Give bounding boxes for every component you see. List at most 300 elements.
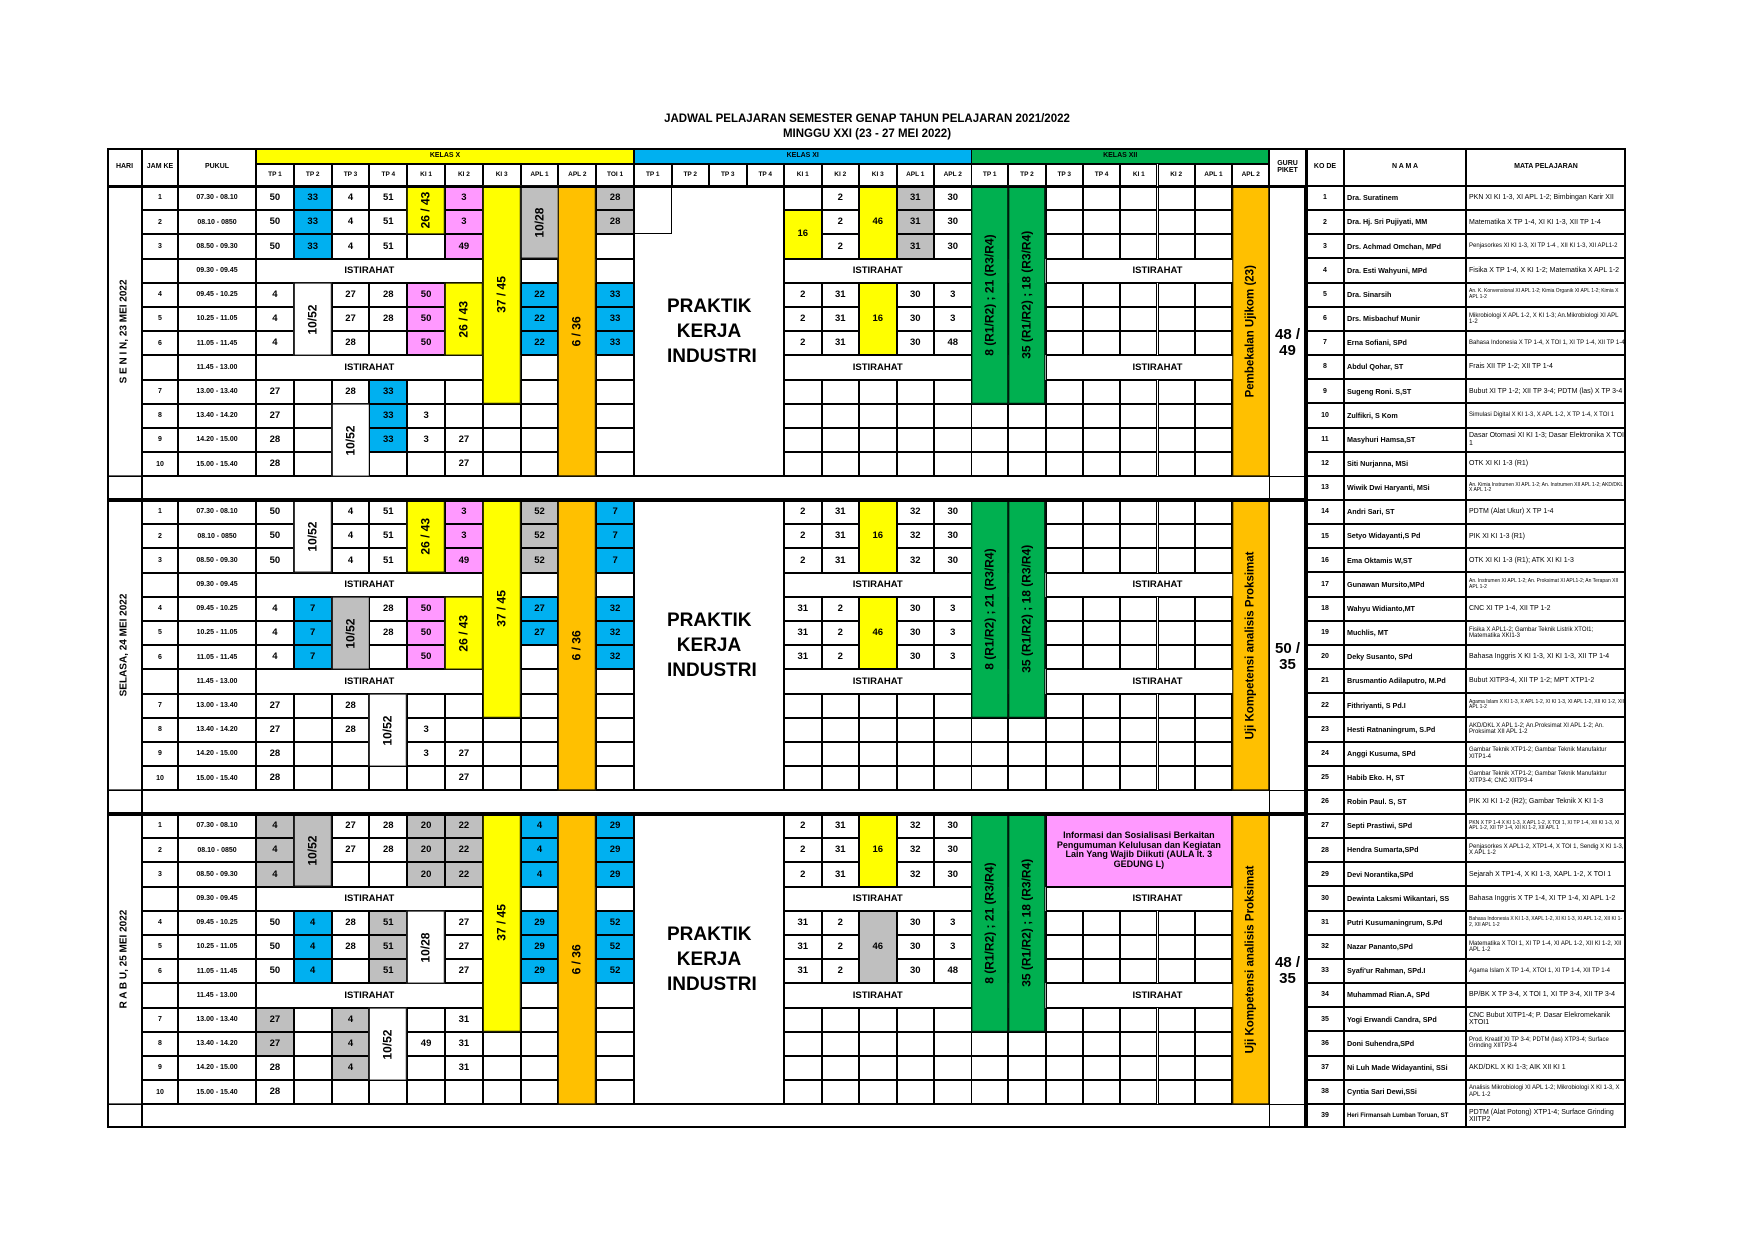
teacher-code: 15 [1306,524,1344,548]
teacher-name: Robin Paul. S, ST [1344,790,1466,814]
teacher-name: Septi Prastiwi, SPd [1344,814,1466,838]
praktik-kerja-industri [634,814,784,1104]
empty-slot [1195,935,1232,959]
empty-slot [1046,911,1083,935]
teacher-subject: Penjasorkes XI KI 1-3, XI TP 1-4 , XII KI 1-3, XII APL1-2 [1466,234,1626,258]
empty-slot [897,1008,935,1032]
schedule-slot: 16 [859,814,897,887]
teacher-name: Siti Nurjanna, MSi [1344,452,1466,476]
teacher-code: 31 [1306,911,1344,935]
col-header-x: TP 1 [256,164,294,186]
schedule-slot: 2 [822,959,860,983]
teacher-code: 37 [1306,1056,1344,1080]
schedule-slot [445,404,483,428]
col-header-xii: KI 1 [1120,164,1157,186]
pukul: 13.40 - 14.20 [178,1032,256,1056]
schedule-slot: 4 [256,331,294,355]
schedule-slot: 28 [596,186,634,210]
schedule-slot: 4 [521,814,559,838]
pukul: 11.05 - 11.45 [178,331,256,355]
pukul: 15.00 - 15.40 [178,452,256,476]
teacher-name: Habib Eko. H, ST [1344,766,1466,790]
schedule-slot [483,452,521,476]
jam-ke: 10 [142,766,178,790]
title-block [557,112,1177,142]
istirahat-xi: ISTIRAHAT [784,573,972,597]
empty-slot [1158,1056,1195,1080]
schedule-slot: 32 [897,500,935,524]
schedule-slot: 28 [256,742,294,766]
empty-slot [1083,959,1120,983]
schedule-slot: 31 [822,524,860,548]
teacher-code: 20 [1306,645,1344,669]
teacher-code: 12 [1306,452,1344,476]
teacher-name: Deky Susanto, SPd [1344,645,1466,669]
istirahat-xi: ISTIRAHAT [784,887,972,911]
teacher-subject: Gambar Teknik XTP1-2; Gambar Teknik Manufaktur XITP3-4; CNC XIITP3-4 [1466,766,1626,790]
schedule-slot [483,428,521,452]
schedule-slot: 51 [369,959,407,983]
empty-slot [1158,935,1195,959]
teacher-subject: Penjasorkes X APL1-2, XTP1-4, X TOI 1, Sendig X KI 1-3, X APL 1-2 [1466,838,1626,862]
schedule-slot [294,1008,332,1032]
schedule-slot: 52 [596,911,634,935]
col-header-x: APL 1 [521,164,559,186]
empty-slot [1046,959,1083,983]
jam-ke: 2 [142,210,178,234]
empty-slot [1008,742,1045,766]
pukul: 13.00 - 13.40 [178,694,256,718]
schedule-slot: 50 [407,283,445,307]
empty-slot [1008,428,1045,452]
teacher-code: 5 [1306,283,1344,307]
schedule-slot: 51 [369,500,407,524]
schedule-slot: 26 / 43 [407,500,445,573]
empty-slot [1083,548,1120,572]
schedule-slot [596,404,634,428]
empty-slot [897,742,935,766]
schedule-slot: 28 [596,210,634,234]
istirahat-xi: ISTIRAHAT [784,259,972,283]
empty-slot [1195,959,1232,983]
teacher-code: 25 [1306,766,1344,790]
schedule-slot [294,694,332,718]
empty-slot [859,1032,897,1056]
empty-slot [784,452,822,476]
istirahat-x [596,355,634,379]
pukul: 10.25 - 11.05 [178,307,256,331]
pukul: 07.30 - 08.10 [178,500,256,524]
schedule-slot: 29 [596,838,634,862]
empty-slot [1158,210,1195,234]
empty-slot [1195,524,1232,548]
schedule-slot [445,718,483,742]
schedule-slot: 2 [822,935,860,959]
teacher-name: Heri Firmansah Lumban Toruan, ST [1344,1104,1466,1128]
empty-slot [1158,186,1195,210]
schedule-slot [445,380,483,404]
schedule-slot [407,1008,445,1032]
schedule-slot: 51 [369,524,407,548]
teacher-subject: PKN XI KI 1-3, XI APL 1-2; Bimbingan Karir XII [1466,186,1626,210]
pukul: 07.30 - 08.10 [178,814,256,838]
jam-ke: 6 [142,645,178,669]
schedule-slot: 7 [294,645,332,669]
schedule-slot: 22 [445,838,483,862]
schedule-slot: 28 [332,331,370,355]
schedule-slot: 16 [859,500,897,573]
schedule-slot: 37 / 45 [483,500,521,718]
schedule-slot: 33 [369,380,407,404]
pukul: 08.10 - 0850 [178,524,256,548]
schedule-slot: 32 [897,814,935,838]
schedule-slot: 33 [369,404,407,428]
schedule-slot [596,718,634,742]
day-footer-row [142,1104,1306,1128]
schedule-slot: 20 [407,838,445,862]
jam-ke: 3 [142,234,178,258]
schedule-slot [483,1080,521,1104]
pukul: 14.20 - 15.00 [178,742,256,766]
col-header-xi: KI 1 [784,164,822,186]
empty-slot [1158,645,1195,669]
guru-piket: 48 / 49 [1269,186,1306,500]
schedule-slot: 28 [256,452,294,476]
empty-slot [822,1056,860,1080]
empty-slot [1120,234,1157,258]
teacher-code: 18 [1306,597,1344,621]
empty-slot [1083,452,1120,476]
empty-slot [971,452,1008,476]
empty-slot [822,1032,860,1056]
schedule-slot: 50 [256,186,294,210]
jam-ke: 6 [142,331,178,355]
col-header-x: KI 2 [445,164,483,186]
schedule-slot: 22 [521,307,559,331]
teacher-name: Erna Sofiani, SPd [1344,331,1466,355]
empty-slot [1046,500,1083,524]
schedule-slot [369,645,407,669]
schedule-slot [294,1056,332,1080]
schedule-slot: 2 [822,645,860,669]
teacher-name: Ni Luh Made Widayantini, SSi [1344,1056,1466,1080]
schedule-slot [483,742,521,766]
pukul: 09.45 - 10.25 [178,597,256,621]
schedule-slot: 52 [521,500,559,524]
schedule-slot: 33 [596,283,634,307]
schedule-slot [521,1056,559,1080]
schedule-slot: 3 [407,742,445,766]
empty-slot [1120,742,1157,766]
schedule-slot: 32 [897,524,935,548]
empty-slot [1158,404,1195,428]
teacher-subject: Matematika X TP 1-4, XI KI 1-3, XII TP 1-4 [1466,210,1626,234]
col-header-x: TP 4 [369,164,407,186]
empty-slot [1083,428,1120,452]
istirahat-x [596,983,634,1007]
pukul: 13.40 - 14.20 [178,404,256,428]
istirahat-xii: ISTIRAHAT [1046,887,1270,911]
schedule-slot: 31 [822,548,860,572]
empty-slot [1046,597,1083,621]
col-header-xii: APL 1 [1195,164,1232,186]
schedule-slot [521,766,559,790]
schedule-slot: 27 [445,911,483,935]
teacher-name: Hesti Ratnaningrum, S.Pd [1344,717,1466,741]
pukul: 11.05 - 11.45 [178,959,256,983]
empty-slot [1046,307,1083,331]
empty-slot [971,766,1008,790]
schedule-slot: 3 [934,621,972,645]
empty-slot [1046,1056,1083,1080]
teacher-code: 39 [1306,1104,1344,1128]
empty-slot [822,742,860,766]
empty-slot [1046,694,1083,718]
schedule-slot: 4 [294,935,332,959]
schedule-slot: 48 [934,331,972,355]
empty-slot [934,742,972,766]
empty-slot [1195,234,1232,258]
teacher-name: Putri Kusumaningrum, S.Pd [1344,911,1466,935]
teacher-name: Brusmantio Adilaputro, M.Pd [1344,669,1466,693]
schedule-slot: 22 [445,862,483,886]
schedule-slot: 22 [521,283,559,307]
pukul: 11.45 - 13.00 [178,983,256,1007]
istirahat-xii: ISTIRAHAT [1046,355,1270,379]
schedule-slot: 32 [897,862,935,886]
schedule-slot [294,404,332,428]
empty-slot [1158,959,1195,983]
empty-slot [1120,935,1157,959]
teacher-subject: Gambar Teknik XTP1-2; Gambar Teknik Manufaktur XITP1-4 [1466,742,1626,766]
istirahat-x [521,887,559,911]
jam-ke [142,983,178,1007]
schedule-slot [483,1032,521,1056]
empty-slot [1046,524,1083,548]
schedule-slot: 4 [294,911,332,935]
schedule-slot: 49 [445,548,483,572]
teacher-name: Masyhuri Hamsa,ST [1344,428,1466,452]
schedule-slot: 27 [445,742,483,766]
jam-ke: 4 [142,911,178,935]
empty-slot [1158,911,1195,935]
header-guru-piket: GURU PIKET [1269,148,1306,186]
teacher-subject: An. K. Konvensional XI APL 1-2; Kimia Organik XI APL 1-2; Kimia X APL 1-2 [1466,283,1626,307]
schedule-slot: 4 [294,959,332,983]
empty-slot [1083,597,1120,621]
schedule-slot [294,1080,332,1104]
schedule-slot: 29 [596,862,634,886]
empty-slot [1195,742,1232,766]
empty-slot [934,1008,972,1032]
empty-slot [1083,331,1120,355]
pukul: 09.30 - 09.45 [178,887,256,911]
teacher-subject: CNC XI TP 1-4, XII TP 1-2 [1466,597,1626,621]
schedule-slot [407,1080,445,1104]
empty-slot [1046,935,1083,959]
schedule-slot: 50 [407,307,445,331]
teacher-subject: Bahasa Inggris X KI 1-3, XI KI 1-3, XII TP 1-4 [1466,645,1626,669]
schedule-slot: 27 [332,814,370,838]
jam-ke: 10 [142,452,178,476]
col-header-x: APL 2 [558,164,596,186]
teacher-code: 24 [1306,742,1344,766]
col-header-x: KI 3 [483,164,521,186]
empty-slot [1083,1056,1120,1080]
schedule-slot: 4 [256,645,294,669]
teacher-code: 8 [1306,355,1344,379]
empty-slot [1083,524,1120,548]
schedule-slot: 3 [407,718,445,742]
teacher-code: 3 [1306,234,1344,258]
teacher-subject: Sejarah X TP1-4, X KI 1-3, XAPL 1-2, X TOI 1 [1466,862,1626,886]
empty-slot [1120,524,1157,548]
pukul: 15.00 - 15.40 [178,766,256,790]
schedule-slot: 28 [369,814,407,838]
schedule-slot: 3 [407,428,445,452]
pukul: 08.50 - 09.30 [178,862,256,886]
schedule-slot [445,694,483,718]
empty-slot [1158,307,1195,331]
xii-side-note: Uji Kompetensi analisis Proksimat [1232,814,1269,1104]
teacher-subject: Fisika X TP 1-4, X KI 1-2; Matematika X APL 1-2 [1466,258,1626,282]
schedule-slot: 33 [294,234,332,258]
empty-slot [822,1080,860,1104]
schedule-slot: 31 [822,838,860,862]
schedule-slot: 22 [521,331,559,355]
empty-slot [1158,548,1195,572]
empty-slot [1120,186,1157,210]
empty-slot [1046,283,1083,307]
schedule-slot: 27 [521,597,559,621]
empty-slot [1120,621,1157,645]
xii-side-note: Uji Kompetensi analisis Proksimat [1232,500,1269,790]
jam-ke [142,573,178,597]
teacher-name: Nazar Pananto,SPd [1344,935,1466,959]
schedule-slot: 16 [859,283,897,356]
teacher-code: 6 [1306,307,1344,331]
istirahat-x [521,259,559,283]
empty-slot [1158,380,1195,404]
schedule-slot: 10/28 [407,911,445,984]
teacher-name: Devi Norantika,SPd [1344,862,1466,886]
empty-slot [822,428,860,452]
teacher-name: Drs. Achmad Omchan, MPd [1344,234,1466,258]
schedule-slot [596,1080,634,1104]
schedule-slot: 31 [822,307,860,331]
teacher-code: 13 [1306,476,1344,500]
empty-slot [1195,283,1232,307]
schedule-slot: 10/52 [294,283,332,356]
day-footer-row [142,476,1306,500]
empty-slot [784,766,822,790]
schedule-slot: 4 [256,597,294,621]
schedule-slot: 31 [784,645,822,669]
schedule-slot: 2 [784,307,822,331]
schedule-slot: 26 / 43 [407,186,445,234]
empty-slot [784,1080,822,1104]
schedule-slot: 10/52 [294,814,332,887]
empty-slot [897,404,935,428]
schedule-slot: 16 [784,210,822,258]
teacher-name: Zulfikri, S Kom [1344,403,1466,427]
schedule-slot: 4 [256,307,294,331]
empty-slot [1195,621,1232,645]
teacher-name: Yogi Erwandi Candra, SPd [1344,1007,1466,1031]
schedule-slot: 4 [332,548,370,572]
empty-slot [1083,694,1120,718]
col-header-xii: APL 2 [1232,164,1269,186]
schedule-slot: 27 [256,1032,294,1056]
schedule-slot: 31 [445,1008,483,1032]
pukul: 07.30 - 08.10 [178,186,256,210]
jam-ke [142,355,178,379]
schedule-slot: 48 [934,959,972,983]
schedule-slot: 50 [407,597,445,621]
schedule-slot: 3 [445,210,483,234]
empty-slot [1008,1032,1045,1056]
empty-slot [1195,1080,1232,1104]
schedule-slot: 31 [822,500,860,524]
teacher-name: Muchlis, MT [1344,621,1466,645]
empty-slot [1008,1080,1045,1104]
empty-slot [784,1008,822,1032]
empty-slot [1158,597,1195,621]
schedule-slot: 50 [256,935,294,959]
empty-slot [1195,694,1232,718]
schedule-slot: 50 [407,645,445,669]
jam-ke: 7 [142,694,178,718]
empty-slot [784,428,822,452]
schedule-slot: 32 [897,838,935,862]
empty-slot [971,1056,1008,1080]
empty-slot [1083,911,1120,935]
schedule-slot: 31 [445,1056,483,1080]
schedule-slot: 31 [784,621,822,645]
empty-slot [1195,307,1232,331]
schedule-slot: 31 [784,959,822,983]
schedule-slot: 50 [256,210,294,234]
schedule-slot [483,766,521,790]
istirahat-x: ISTIRAHAT [256,669,483,693]
schedule-slot: 50 [256,959,294,983]
schedule-slot: 4 [521,862,559,886]
schedule-slot: 30 [934,234,972,258]
empty-slot [1046,452,1083,476]
schedule-slot [332,959,370,983]
teacher-subject: Prod. Kreatif XI TP 3-4; PDTM (las) XTP3-4; Surface Grinding XIITP3-4 [1466,1031,1626,1055]
teacher-code: 30 [1306,886,1344,910]
schedule-slot [521,694,559,718]
xii-side-note: Pembekalan Ujikom (23) [1232,186,1269,476]
schedule-slot: 10/52 [369,1008,407,1081]
jam-ke [142,669,178,693]
schedule-slot: 30 [934,524,972,548]
empty-slot [1046,1080,1083,1104]
schedule-slot: 52 [596,935,634,959]
teacher-code: 2 [1306,210,1344,234]
empty-slot [1008,404,1045,428]
teacher-code: 34 [1306,983,1344,1007]
empty-slot [1195,1008,1232,1032]
teacher-subject: PDTM (Alat Ukur) X TP 1-4 [1466,500,1626,524]
teacher-code: 10 [1306,403,1344,427]
schedule-slot: 46 [859,911,897,984]
schedule-slot: 50 [256,524,294,548]
empty-slot [822,1008,860,1032]
schedule-slot: 2 [784,548,822,572]
pukul: 13.40 - 14.20 [178,718,256,742]
